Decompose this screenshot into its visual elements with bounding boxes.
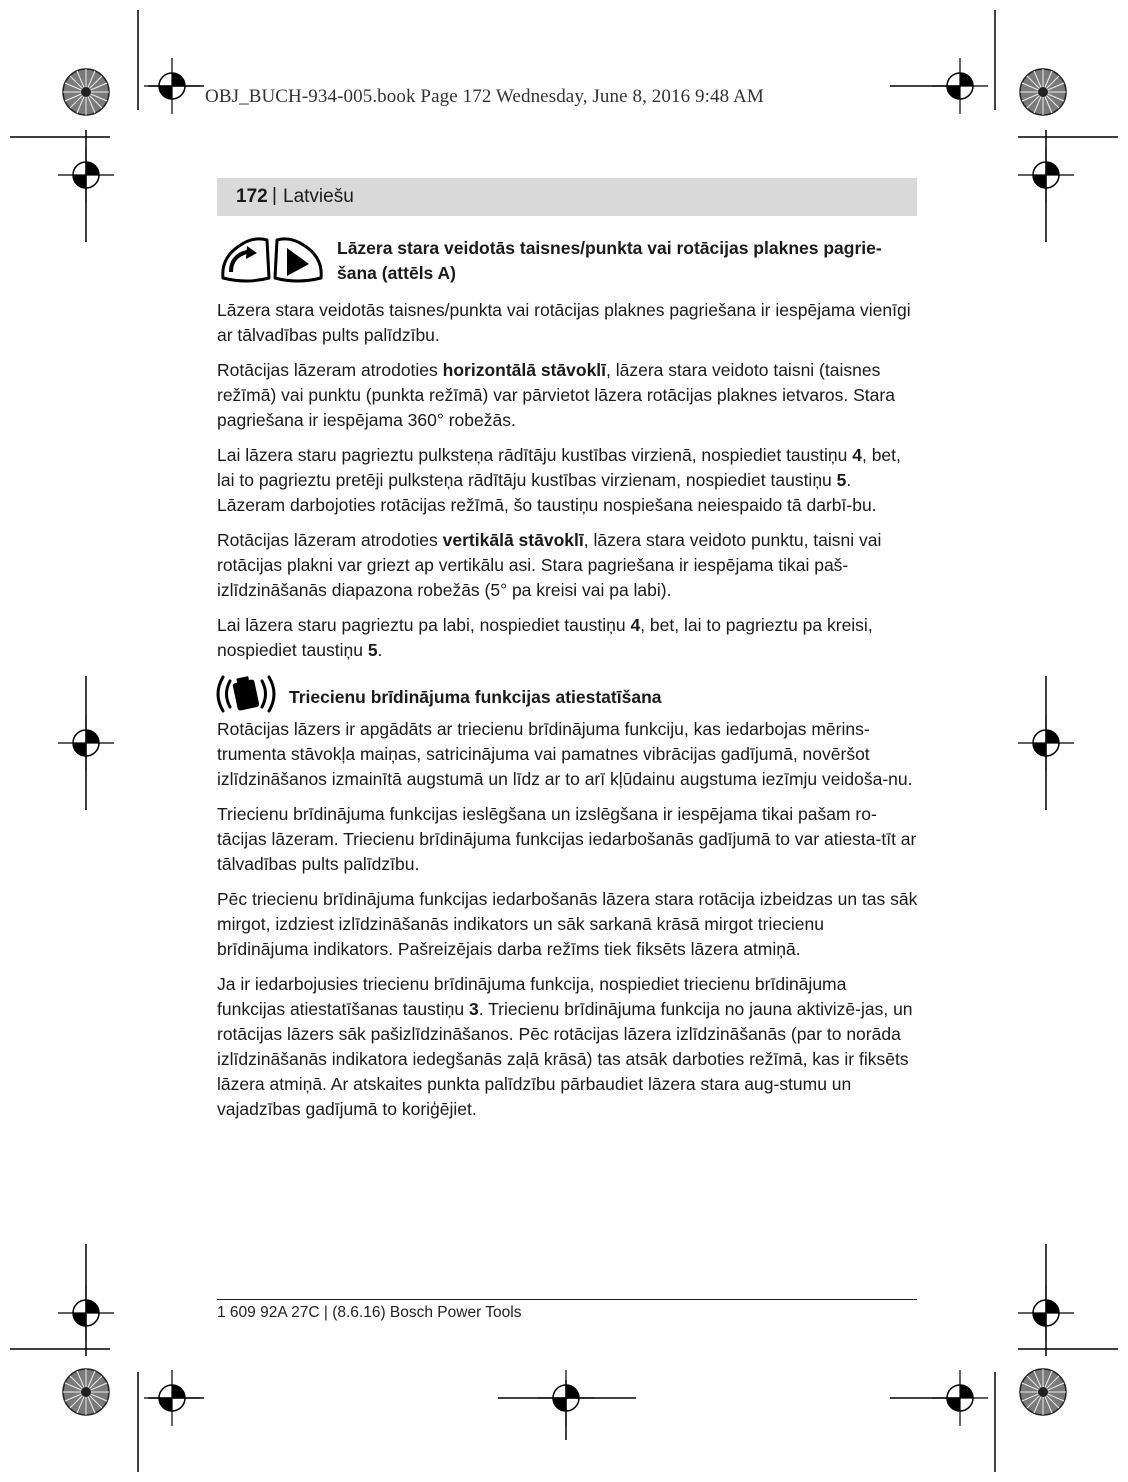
page-number: 172 (236, 186, 268, 207)
paragraph: Pēc triecienu brīdinājuma funkcijas iedarbošanās lāzera stara rotācija izbeidzas un tas sāk mirgot, izdziest izlīdzināšanās indikators un sāk sarkanā krāsā mirgot triecienu brīdinājuma indikators. Pašreizējais darba režīms tiek fiksēts lāzera atmiņā. (217, 889, 918, 959)
paragraph: Lai lāzera staru pagrieztu pa labi, nospiediet taustiņu 4, bet, lai to pagrieztu pa kreisi, nospiediet taustiņu 5. (217, 615, 873, 660)
section-rotate-beam (217, 230, 919, 663)
paragraph: Ja ir iedarbojusies triecienu brīdinājuma funkcija, nospiediet triecienu brīdinājuma funkcijas atiestatīšanas taustiņu 3. Triecienu brīdinājuma funkcija no jauna aktivizē-jas, un rotācijas lāzers sāk pašizlīdzināšanos. Pēc rotācijas lāzera izlīdzināšanās (par to norāda izlīdzināšanās indikatora iedegšanās zaļā krāsā) tas atsāk darboties režīmā, kas ir fiksēts lāzera atmiņā. Ar atskaites punkta palīdzību pārbaudiet lāzera stara aug-stumu un vajadzības gadījumā to koriģējiet. (217, 974, 913, 1119)
paragraph: Rotācijas lāzeram atrodoties vertikālā stāvoklī, lāzera stara veidoto punktu, taisni vai rotācijas plakni var griezt ap vertikālu asi. Stara pagriešana ir iespējama tikai paš-izlīdzināšanās diapazona robežās (5° pa kreisi vai pa labi). (217, 530, 882, 600)
section-heading-row (217, 677, 919, 717)
paragraph: Lāzera stara veidotās taisnes/punkta vai rotācijas plaknes pagriešana ir iespējama vienīgi ar tālvadības pults palīdzību. (217, 300, 911, 345)
page-header-bar (217, 178, 917, 216)
header-language: Latviešu (283, 186, 354, 207)
paragraph: Lai lāzera staru pagrieztu pulksteņa rādītāju kustības virzienā, nospiediet taustiņu 4, bet, lai to pagrieztu pretēji pulksteņa rādītāju kustības virzienam, nospiediet taustiņu 5. Lāzeram darbojoties rotācijas režīmā, šo taustiņu nospiešana neiespaido tā darbī-bu. (217, 445, 901, 515)
section-heading-row (217, 230, 919, 292)
footer-rule (217, 1299, 917, 1300)
paragraph: Rotācijas lāzers ir apgādāts ar triecienu brīdinājuma funkciju, kas iedarbojas mērins-trumenta stāvokļa maiņas, satricinājuma vai pamatnes vibrācijas gadījumā, novēršot izlīdzināšanos izmainītā augstumā un līdz ar to arī kļūdainu augstuma iezīmju veidoša-nu. (217, 719, 913, 789)
paragraph: Rotācijas lāzeram atrodoties horizontālā stāvoklī, lāzera stara veidoto taisni (taisnes režīmā) vai punktu (punkta režīmā) var pārvietot lāzera rotācijas plaknes ietvaros. Stara pagriešana ir iespējama 360° robežās. (217, 360, 895, 430)
section-title: Triecienu brīdinājuma funkcijas atiestatīšana (289, 686, 662, 707)
rotate-left-right-buttons-icon (217, 234, 327, 286)
book-slug-line: OBJ_BUCH-934-005.book Page 172 Wednesday, June 8, 2016 9:48 AM (205, 86, 764, 107)
section-title: Lāzera stara veidotās taisnes/punkta vai rotācijas plaknes pagrie-šana (attēls A) (337, 238, 882, 283)
page-footer: 1 609 92A 27C | (8.6.16) Bosch Power Tools (217, 1304, 522, 1321)
shock-warning-icon (211, 671, 281, 717)
main-content (217, 230, 919, 1132)
paragraph: Triecienu brīdinājuma funkcijas ieslēgšana un izslēgšana ir iespējama tikai pašam ro-tācijas lāzeram. Triecienu brīdinājuma funkcijas iedarbošanās gadījumā to var atiesta-tīt ar tālvadības pults palīdzību. (217, 804, 917, 874)
header-separator: | (272, 185, 277, 206)
section-shock-warning (217, 677, 919, 1122)
